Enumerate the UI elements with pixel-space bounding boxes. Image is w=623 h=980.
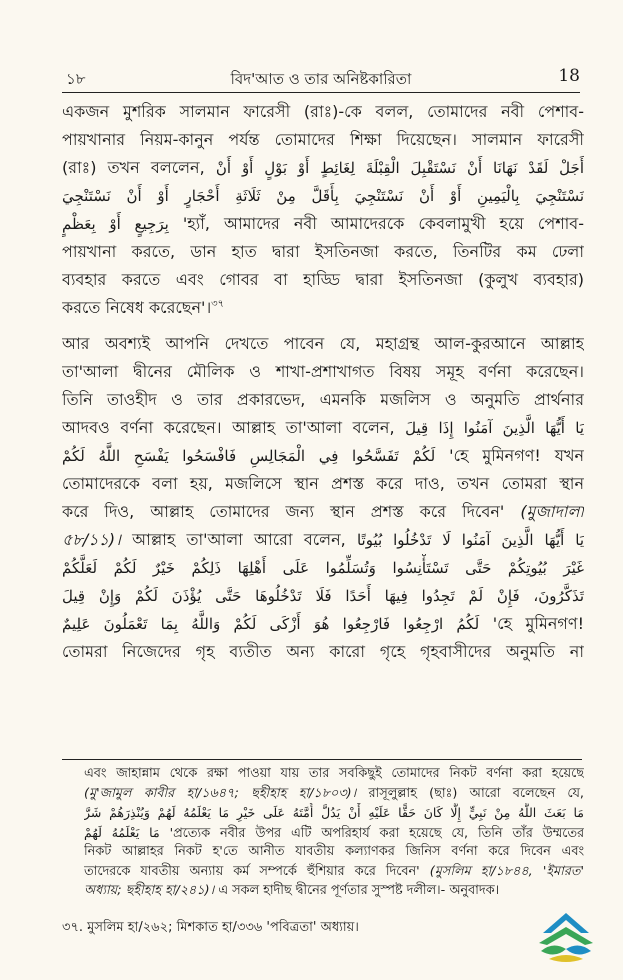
arabic-text: مَا يَعْلَمُهُ لَهُمْ (84, 824, 160, 840)
text-line: ৫৮/১১)। আল্লাহ তা'আলা আরো বলেন, يَا أَيُّهَا الَّذِينَ آمَنُوا لَا تَدْخُلُوا بُيُوتًا (62, 530, 584, 549)
note-line: এবং জাহান্নাম থেকে রক্ষা পাওয়া যায় তার সবকিছুই তোমাদের নিকট বর্ণনা করা হয়েছে (84, 766, 584, 781)
arabic-line: غَيْرَ بُيُوتِكُمْ حَتَّى تَسْتَأْنِسُوا وَتُسَلِّمُوا عَلَى أَهْلِهَا ذَلِكُمْ خَيْرٌ لَكُمْ لَعَلَّكُمْ (62, 559, 584, 577)
arabic-text: أَجَلْ لَقَدْ نَهَانَا أَنْ نَسْتَقْبِلَ الْقِبْلَةَ لِغَائِطٍ أَوْ بَوْلٍ أَوْ أَنْ (215, 159, 584, 177)
text-line: একজন মুশরিক সালমান ফারেসী (রাঃ)-কে বলল, তোমাদের নবী পেশাব- (62, 102, 584, 121)
note-line: (মু'জামুল কাবীর হা/১৬৪৭; ছহীহাহ হা/১৮০৩)। রাসূলুল্লাহ (ছাঃ) আরো বলেছেন যে, (84, 785, 584, 801)
text-line: তোমরা নিজেদের গৃহ ব্যতীত অন্য কারো গৃহে গৃহবাসীদের অনুমতি না (62, 642, 584, 661)
text-line: لَكُمُ ارْجِعُوا فَارْجِعُوا هُوَ أَزْكَى لَكُمْ وَاللَّهُ بِمَا تَعْمَلُونَ عَلِيمٌ 'হে মুমিনগণ! (62, 614, 584, 633)
text-line: لَكُمْ تَفَسَّحُوا فِي الْمَجَالِسِ فَافْسَحُوا يَفْسَحِ اللَّهُ لَكُمْ 'হে মুমিনগণ! যখন (62, 446, 584, 465)
citation: অধ্যায়; ছহীহাহ হা/২৪১)। (84, 883, 215, 898)
citation: ৫৮/১১)। (62, 530, 121, 549)
text-line: (রাঃ) তখন বললেন, أَجَلْ لَقَدْ نَهَانَا أَنْ نَسْتَقْبِلَ الْقِبْلَةَ لِغَائِطٍ أَوْ بَوْلٍ أَوْ أَنْ (62, 158, 584, 177)
arabic-text: لَكُمُ ارْجِعُوا فَارْجِعُوا هُوَ أَزْكَى لَكُمْ وَاللَّهُ بِمَا تَعْمَلُونَ عَلِيمٌ (62, 615, 480, 633)
logo-base (549, 955, 583, 962)
publisher-logo-icon (535, 907, 597, 969)
text-line: بِرَجِيعٍ أَوْ بِعَظْمٍ 'হ্যাঁ, আমাদের নবী আমাদেরকে কেবলামুখী হয়ে পেশাব- (62, 214, 584, 233)
text-line: তোমাদেরকে বলা হয়, মজলিসে স্থান প্রশস্ত করে দাও, তখন তোমরা স্থান (62, 474, 584, 493)
text-line: আদবও বর্ণনা করেছেন। আল্লাহ তা'আলা বলেন, يَا أَيُّهَا الَّذِينَ آمَنُوا إِذَا قِيلَ (62, 418, 584, 437)
main-text (62, 98, 584, 666)
arabic-line: نَسْتَنْجِيَ بِالْيَمِينِ أَوْ أَنْ نَسْتَنْجِيَ بِأَقَلَّ مِنْ ثَلَاثَةِ أَحْجَارٍ أَوْ أَنْ نَسْتَنْجِيَ (62, 187, 584, 205)
arabic-text: يَا أَيُّهَا الَّذِينَ آمَنُوا إِذَا قِيلَ (405, 419, 584, 437)
footnotes (84, 764, 584, 901)
logo-right-leaf (566, 945, 591, 954)
arabic-line: مَا بَعَثَ اللَّهُ مِنْ نَبِيٍّ إِلَّا كَانَ حَقًّا عَلَيْهِ أَنْ يَدُلَّ أُمَّتَهُ عَلَى خَيْرِ مَا يَعْلَمُهُ لَهُمْ وَيُنْذِرَهُمْ شَرَّ (84, 805, 584, 820)
running-title: বিদ'আত ও তার অনিষ্টকারিতা (230, 70, 412, 88)
page-number-bengali: ১৮ (66, 70, 86, 88)
text-line: করে দিও, আল্লাহ তোমাদের জন্য স্থান প্রশস্ত করে দিবেন' (মুজাদালা (62, 502, 584, 521)
note-line: তাদেরকে যাবতীয় অন্যায় কর্ম সম্পর্কে হুঁশিয়ার করে দিবেন' (মুসলিম হা/১৮৪৪, 'ইমারত' (84, 863, 584, 879)
text-line: পায়খানা করতে, ডান হাত দ্বারা ইসতিনজা করতে, তিনটির কম ঢেলা (62, 242, 584, 261)
arabic-text: يَا أَيُّهَا الَّذِينَ آمَنُوا لَا تَدْخُلُوا بُيُوتًا (356, 531, 584, 549)
text-line: করতে নিষেধ করেছেন'।$^{৩৭}$ (62, 298, 225, 317)
footnote-ref: ৩৭ (211, 298, 225, 310)
arabic-text: لَكُمْ تَفَسَّحُوا فِي الْمَجَالِسِ فَافْسَحُوا يَفْسَحِ اللَّهُ لَكُمْ (62, 447, 436, 465)
text-line: তা'আলা দ্বীনের মৌলিক ও শাখা-প্রশাখাগত বিষয় সমূহ বর্ণনা করেছেন। (62, 362, 584, 381)
page-number: 18 (558, 66, 580, 86)
citation: (মুজাদালা (520, 502, 584, 521)
logo-left-leaf (541, 945, 566, 954)
citation: (মুসলিম হা/১৮৪৪, 'ইমারত' (429, 863, 584, 879)
page-header (62, 62, 580, 93)
footnote-37: ৩৭. মুসলিম হা/২৬২; মিশকাত হা/৩৩৬ 'পবিত্রতা' অধ্যায়। (62, 920, 359, 935)
arabic-text: بِرَجِيعٍ أَوْ بِعَظْمٍ (62, 215, 169, 233)
footnote-divider (62, 759, 582, 760)
text-line: পায়খানার নিয়ম-কানুন পর্যন্ত তোমাদের শিক্ষা দিয়েছেন। সালমান ফারেসী (62, 130, 584, 149)
arabic-line: تَذَكَّرُونَ، فَإِنْ لَمْ تَجِدُوا فِيهَا أَحَدًا فَلَا تَدْخُلُوهَا حَتَّى يُؤْذَنَ لَكُمْ وَإِنْ قِيلَ (62, 587, 584, 605)
text-line: ব্যবহার করতে এবং গোবর বা হাড্ডি দ্বারা ইসতিনজা (কুলুখ ব্যবহার) (62, 270, 584, 289)
text-line: আর অবশ্যই আপনি দেখতে পাবেন যে, মহাগ্রন্থ আল-কুরআনে আল্লাহ (62, 334, 584, 353)
note-line: مَا يَعْلَمُهُ لَهُمْ 'প্রত্যেক নবীর উপর এটি অপরিহার্য করা হয়েছে যে, তিনি তাঁর উম্মতের (84, 824, 584, 841)
citation: (মু'জামুল কাবীর হা/১৬৪৭; ছহীহাহ হা/১৮০৩)। (84, 785, 357, 801)
text-line: তিনি তাওহীদ ও তার প্রকারভেদ, এমনকি মজলিস ও অনুমতি প্রার্থনার (62, 390, 584, 409)
note-line: অধ্যায়; ছহীহাহ হা/২৪১)। এ সকল হাদীছ দ্বীনের পূর্ণতার সুস্পষ্ট দলীল।- অনুবাদক। (84, 883, 500, 898)
note-line: নিকট আল্লাহর নিকট হ'তে আনীত যাবতীয় কল্যাণকর জিনিস বর্ণনা করে দিবেন এবং (84, 844, 584, 859)
